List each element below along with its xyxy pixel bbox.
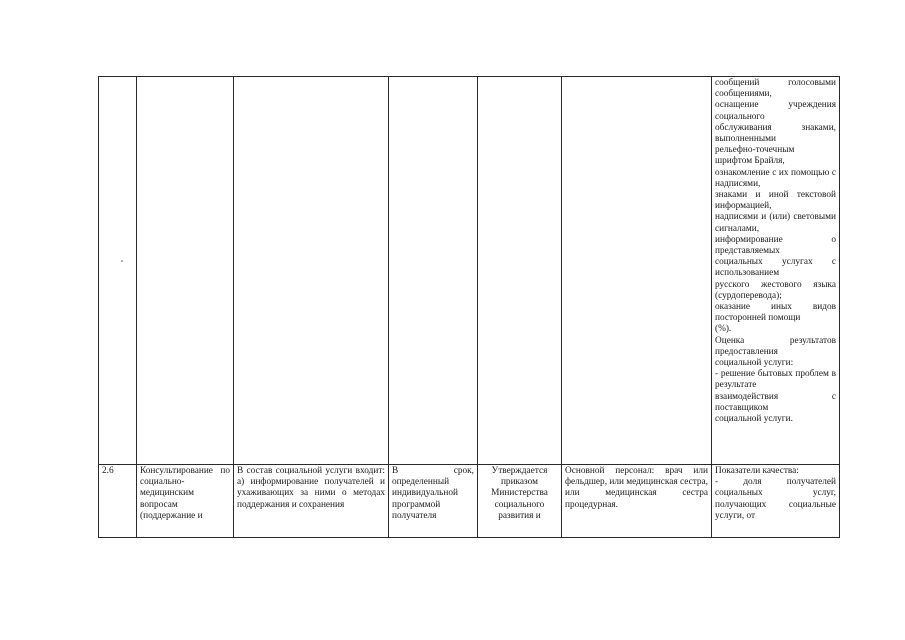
cell-service-name: Консультирование по социально-медицинским вопросам (поддержание и [137,465,234,538]
cell-quality-indicators-continued: сообщений голосовыми сообщениями, оснащение учреждения социального обслуживания знаками, выполненными рельефно-точечным шрифтом Брайля, ознакомление с их помощью с надписями, знаками и иной текстовой информацией, надписями и (или) световыми сигналами, информирование о представляемых социальных услугах с использованием русского жестового языка (сурдоперевода); оказание иных видов посторонней помощи (%). Оценка результатов предоставления социальной услуги: - решение бытовых проблем в результате взаимодействия с поставщиком социальной услуги. [712,77,840,465]
cell-empty [562,77,712,465]
table-row-continuation [99,77,840,465]
cell-service-quality: Показатели качества: - доля получателей социальных услуг, получающих социальные услуги, от [712,465,840,538]
cell-service-staff: Основной персонал: врач или фельдшер, или медицинская сестра, или медицинская сестра процедурная. [562,465,712,538]
cell-empty [478,77,562,465]
cell-service-number: 2.6 [99,465,137,538]
cell-service-content: В состав социальной услуги входит: а) информирование получателей и ухаживающих за ними о методах поддержания и сохранения [234,465,389,538]
table-row-service-2-6 [99,465,840,538]
cell-empty [234,77,389,465]
cell-empty [99,77,137,465]
cell-service-deadline: В срок, определенный индивидуальной программой получателя [389,465,478,538]
cell-empty [137,77,234,465]
cell-empty [389,77,478,465]
services-table [98,76,840,538]
cell-service-tariff: Утверждается приказом Министерства социального развития и [478,465,562,538]
scan-speck [121,260,123,262]
